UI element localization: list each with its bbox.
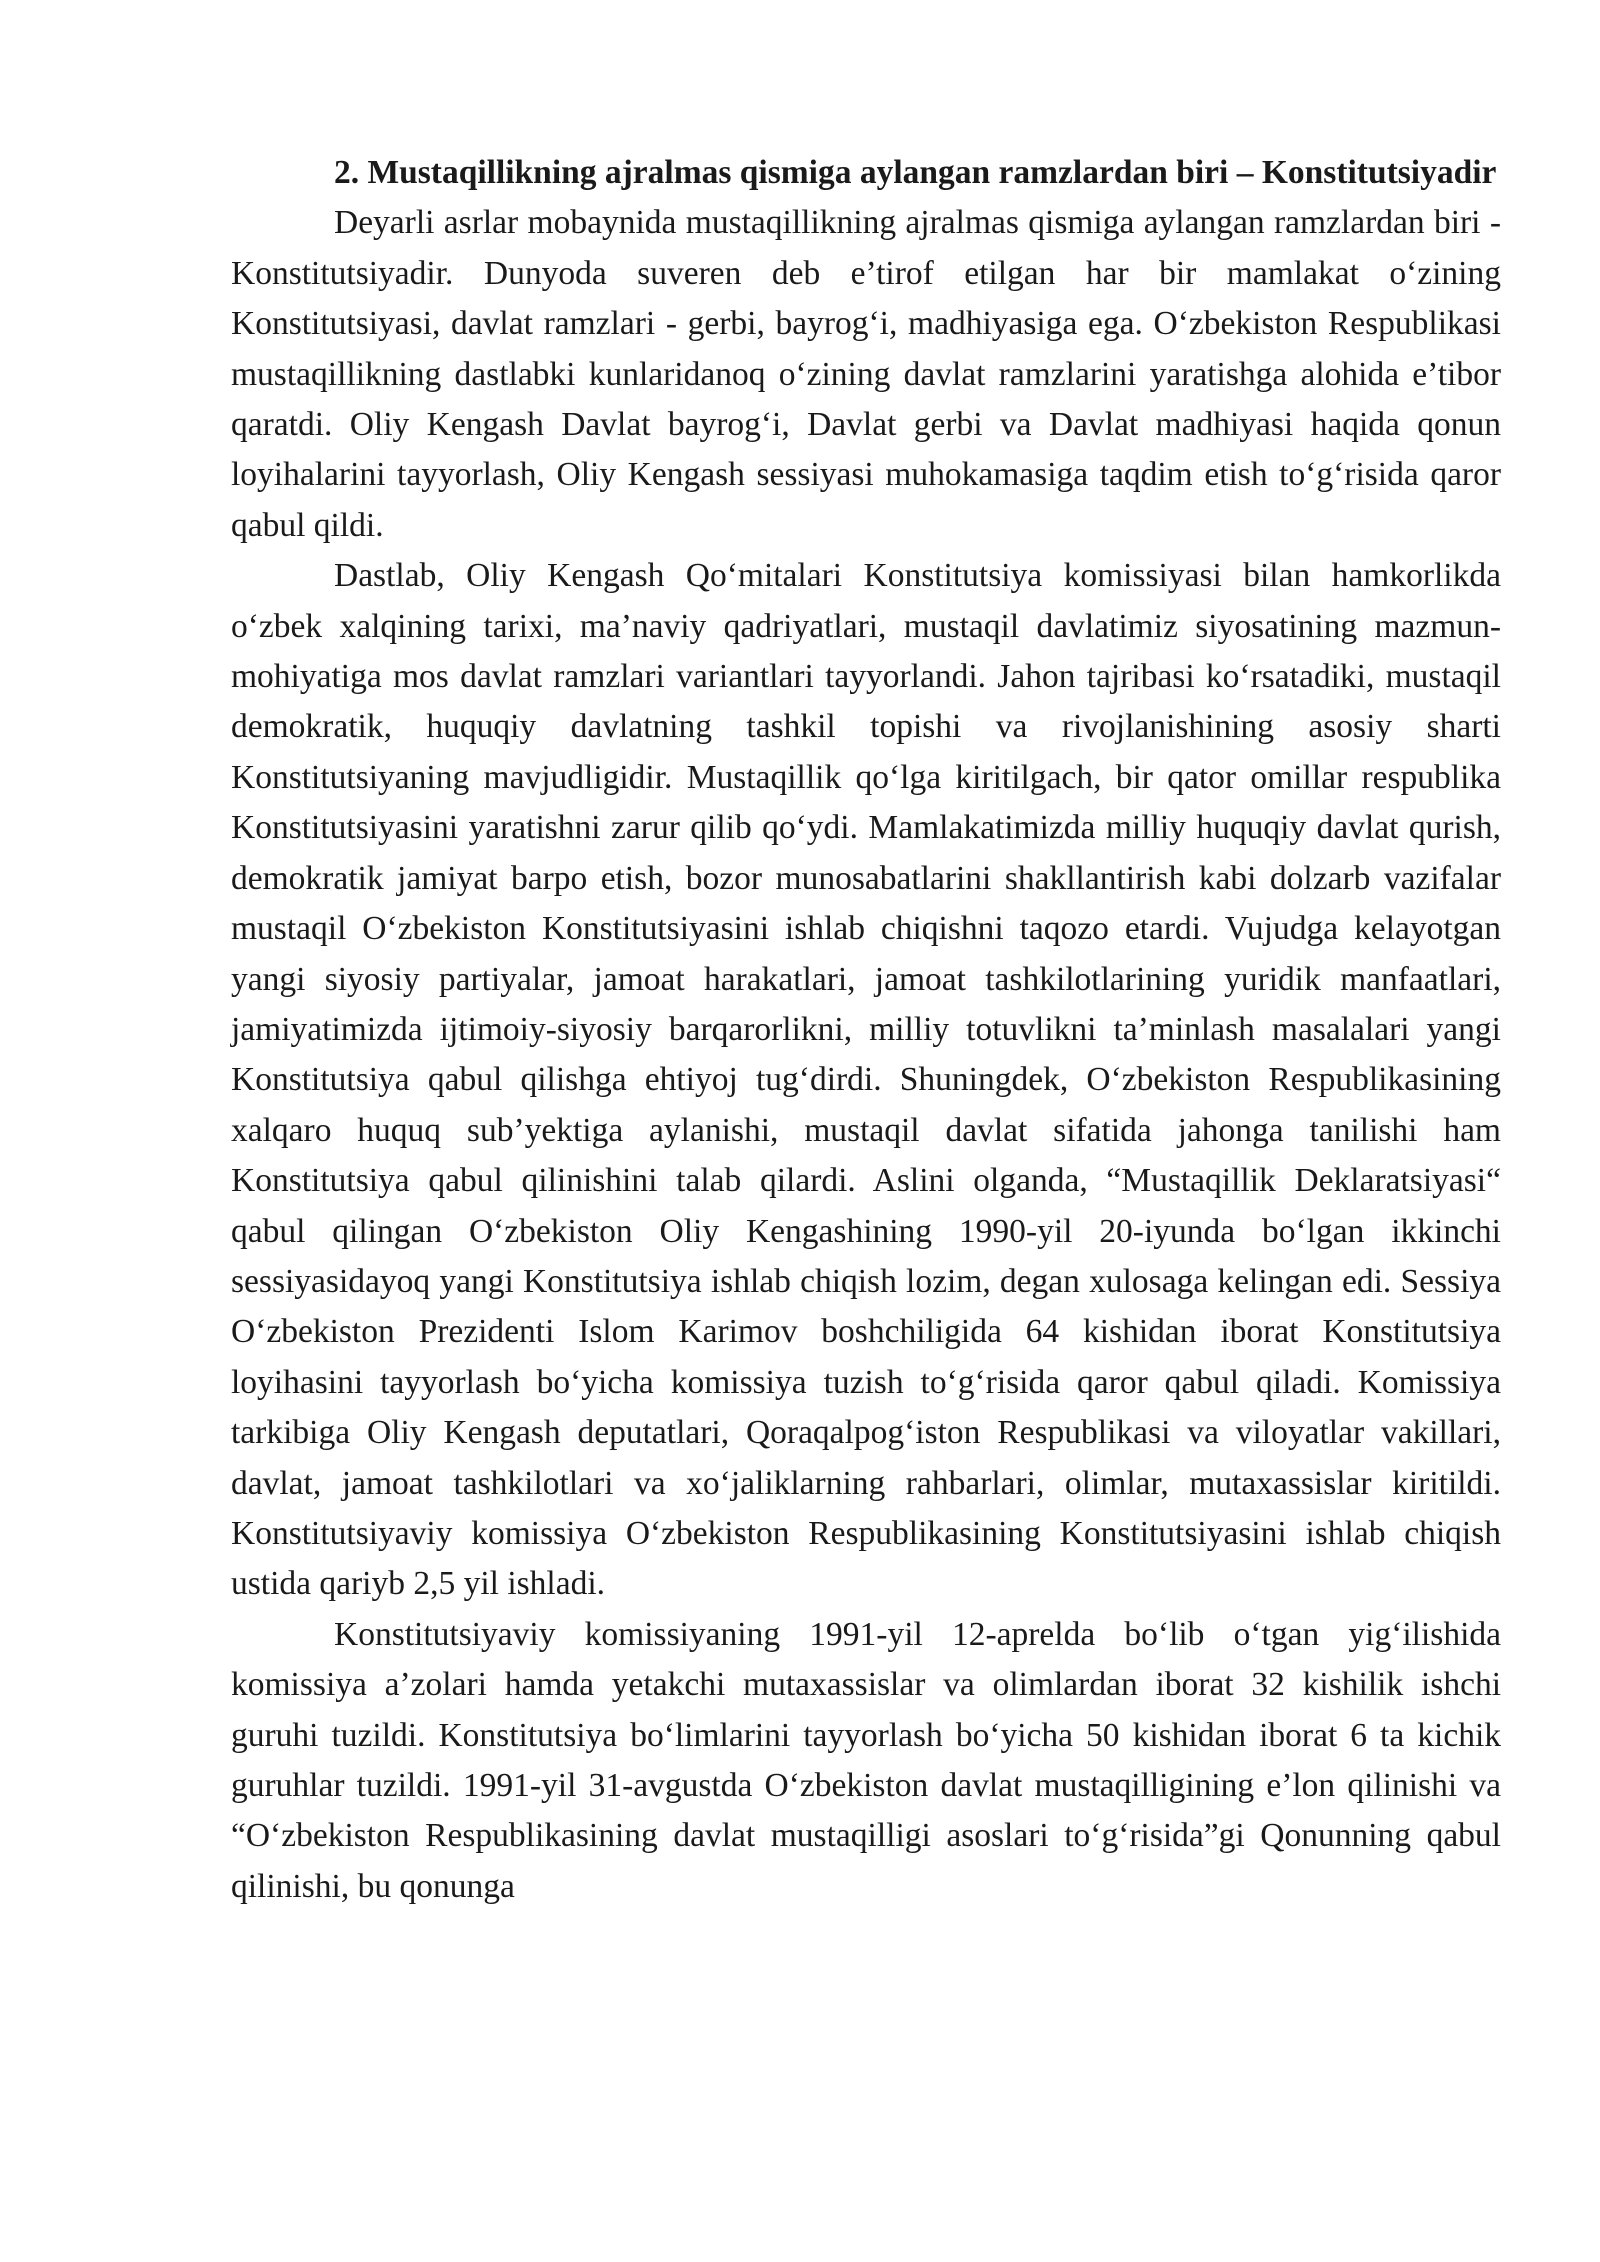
paragraph-2: Dastlab, Oliy Kengash Qo‘mitalari Konstitutsiya komissiyasi bilan hamkorlikda o‘zbek xalqining tarixi, ma’naviy qadriyatlari, mustaqil davlatimiz siyosatining mazmun-mohiyatiga mos davlat ramzlari variantlari tayyorlandi. Jahon tajribasi ko‘rsatadiki, mustaqil demokratik, huquqiy davlatning tashkil topishi va rivojlanishining asosiy sharti Konstitutsiyaning mavjudligidir. Mustaqillik qo‘lga kiritilgach, bir qator omillar respublika Konstitutsiyasini yaratishni zarur qilib qo‘ydi. Mamlakatimizda milliy huquqiy davlat qurish, demokratik jamiyat barpo etish, bozor munosabatlarini shakllantirish kabi dolzarb vazifalar mustaqil O‘zbekiston Konstitutsiyasini ishlab chiqishni taqozo etardi. Vujudga kelayotgan yangi siyosiy partiyalar, jamoat harakatlari, jamoat tashkilotlarining yuridik manfaatlari, jamiyatimizda ijtimoiy-siyosiy barqarorlikni, milliy totuvlikni ta’minlash masalalari yangi Konstitutsiya qabul qilishga ehtiyoj tug‘dirdi. Shuningdek, O‘zbekiston Respublikasining xalqaro huquq sub’yektiga aylanishi, mustaqil davlat sifatida jahonga tanilishi ham Konstitutsiya qabul qilinishini talab qilardi. Aslini olganda, “Mustaqillik Deklaratsiyasi“ qabul qilingan O‘zbekiston Oliy Kengashining 1990-yil 20-iyunda bo‘lgan ikkinchi sessiyasidayoq yangi Konstitutsiya ishlab chiqish lozim, degan xulosaga kelingan edi. Sessiya O‘zbekiston Prezidenti Islom Karimov boshchiligida 64 kishidan iborat Konstitutsiya loyihasini tayyorlash bo‘yicha komissiya tuzish to‘g‘risida qaror qabul qiladi. Komissiya tarkibiga Oliy Kengash deputatlari, Qoraqalpog‘iston Respublikasi va viloyatlar vakillari, davlat, jamoat tashkilotlari va xo‘jaliklarning rahbarlari, olimlar, mutaxassislar kiritildi. Konstitutsiyaviy komissiya O‘zbekiston Respublikasining Konstitutsiyasini ishlab chiqish ustida qariyb 2,5 yil ishladi. [231, 557, 1501, 1603]
section-heading: 2. Mustaqillikning ajralmas qismiga aylangan ramzlardan biri – Konstitutsiyadir [334, 154, 1497, 191]
document-page [231, 148, 1501, 1912]
paragraph-1: Deyarli asrlar mobaynida mustaqillikning ajralmas qismiga aylangan ramzlardan biri - Konstitutsiyadir. Dunyoda suveren deb e’tirof etilgan har bir mamlakat o‘zining Konstitutsiyasi, davlat ramzlari - gerbi, bayrog‘i, madhiyasiga ega. O‘zbekiston Respublikasi mustaqillikning dastlabki kunlaridanoq o‘zining davlat ramzlarini yaratishga alohida e’tibor qaratdi. Oliy Kengash Davlat bayrog‘i, Davlat gerbi va Davlat madhiyasi haqida qonun loyihalarini tayyorlash, Oliy Kengash sessiyasi muhokamasiga taqdim etish to‘g‘risida qaror qabul qildi. [231, 204, 1501, 544]
paragraph-3: Konstitutsiyaviy komissiyaning 1991-yil 12-aprelda bo‘lib o‘tgan yig‘ilishida komissiya a’zolari hamda yetakchi mutaxassislar va olimlardan iborat 32 kishilik ishchi guruhi tuzildi. Konstitutsiya bo‘limlarini tayyorlash bo‘yicha 50 kishidan iborat 6 ta kichik guruhlar tuzildi. 1991-yil 31-avgustda O‘zbekiston davlat mustaqilligining e’lon qilinishi va “O‘zbekiston Respublikasining davlat mustaqilligi asoslari to‘g‘risida”gi Qonunning qabul qilinishi, bu qonunga [231, 1615, 1501, 1905]
